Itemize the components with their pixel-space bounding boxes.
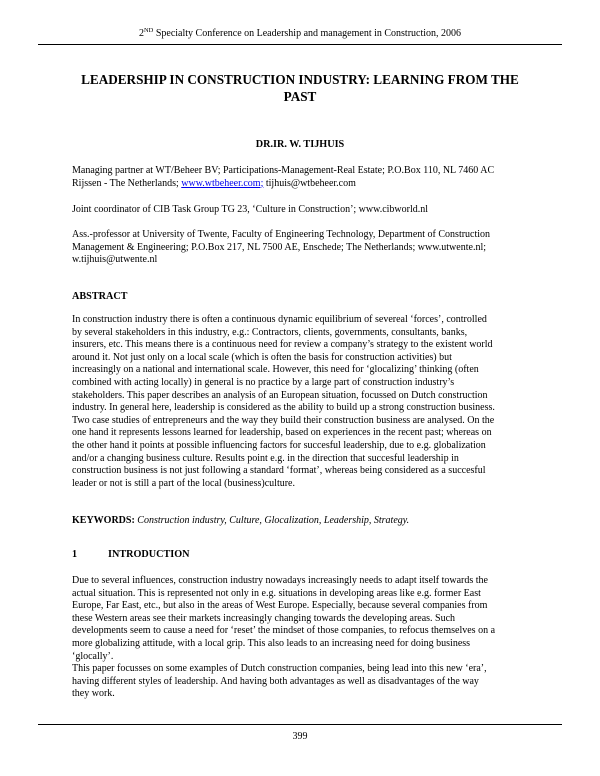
introduction-body [72, 575, 542, 701]
keywords [72, 515, 542, 528]
conference-ordinal: 2 [138, 28, 144, 39]
abstract-line: around it. Not just only on a local scale (which is often the basis for construction activities) but [72, 351, 452, 363]
abstract-line: industry. In general here, leadership is considered as the ability to build up a strong construction business. [72, 402, 495, 414]
keywords-text: Construction industry, Culture, Glocalization, Leadership, Strategy. [134, 515, 410, 526]
intro-line: Europe, Far East, etc., but also in the areas of West Europe. Especially, because several companies from [72, 600, 488, 612]
affiliation-1-email: tijhuis@wtbeheer.com [263, 177, 356, 189]
abstract-line: Two case studies of entrepreneurs and the way they build their construction business are analysed. On the [72, 414, 495, 426]
intro-line: developments seem to cause a need for ‘reset’ the mindset of those companies, to refocus themselves on a [72, 625, 496, 637]
affiliation-3-line: Management & Engineering; P.O.Box 217, NL 7500 AE, Enschede; The Netherlands; www.utwente.nl; [72, 241, 486, 253]
affiliation-2 [72, 204, 542, 217]
keywords-line [72, 515, 542, 528]
abstract-line: one hand it represents lessons learned for leadership, based on experiences in the recent past; whereas on [72, 427, 492, 439]
conference-name: Specialty Conference on Leadership and management in Construction, 2006 [153, 28, 462, 39]
affiliation-1-prefix: Rijssen - The Netherlands; [72, 177, 182, 189]
abstract-line: and/or a changing business culture. Results point e.g. in the direction that succesful leadership in [72, 452, 459, 464]
intro-line: they work. [72, 688, 115, 700]
header-rule [38, 44, 562, 45]
abstract-line: In construction industry there is often a continuous dynamic equilibrium of severeal ‘forces’, controlled [72, 314, 487, 325]
affiliation-1-line-2 [72, 178, 542, 191]
abstract-body [72, 314, 542, 490]
abstract-line: by several stakeholders in this industry, e.g.: Contractors, clients, governments, consultants, banks, [72, 326, 468, 338]
abstract-line: the other hand it points at possible influencing factors for succesful leadership, due to e.g. globalization [72, 439, 486, 451]
intro-line: Due to several influences, construction industry nowadays increasingly needs to adapt itself towards the [72, 575, 488, 586]
wtbeheer-link[interactable]: www.wtbeheer.com; [181, 177, 264, 189]
intro-line: more globalizing attitude, with a local grip. This also leads to an increasing need for doing business [72, 637, 471, 649]
author-name: DR.IR. W. TIJHUIS [255, 139, 345, 150]
title-line-2: PAST [283, 89, 317, 104]
abstract-line: increasingly on a national and international scale. However, this need for ‘glocalizing’ thinking (often [72, 364, 479, 376]
affiliation-3-line: w.tijhuis@utwente.nl [72, 254, 158, 266]
page-number: 399 [292, 731, 308, 742]
intro-line: actual situation. This is represented not only in e.g. situations in developing areas like e.g. former East [72, 587, 481, 599]
abstract-line: stakeholders. This paper describes an analysis of an European situation, focussed on Dutch construction [72, 389, 488, 401]
abstract-line: leader or not is still a part of the local (business)culture. [72, 477, 295, 489]
affiliation-3 [72, 229, 542, 267]
abstract-line: combined with acting locally) in general is no practice by a large part of construction industry’s [72, 376, 455, 388]
section-number: 1 [72, 549, 78, 560]
title-line-1: LEADERSHIP IN CONSTRUCTION INDUSTRY: LEARNING FROM THE [81, 72, 519, 87]
footer-rule [38, 724, 562, 725]
running-header [0, 27, 600, 39]
intro-line: having different styles of leadership. And having both advantages as well as disadvantages of the way [72, 675, 479, 687]
intro-line: these Western areas see their markets increasingly changing towards the developing areas. Such [72, 612, 456, 624]
abstract-line: construction business is not just following a standard ‘format’, whereas being considered as a succesful [72, 465, 486, 477]
paper-title [60, 71, 540, 105]
intro-line: This paper focusses on some examples of Dutch construction companies, being lead into this new ‘era’, [72, 663, 487, 675]
affiliation-3-line: Ass.-professor at University of Twente, Faculty of Engineering Technology, Department of Construction [72, 229, 491, 240]
conference-ordinal-suffix: ND [143, 27, 154, 34]
section-heading: INTRODUCTION [108, 549, 190, 560]
affiliation-1 [72, 165, 542, 190]
keywords-label: KEYWORDS: [72, 515, 135, 526]
affiliation-2-line: Joint coordinator of CIB Task Group TG 23, ‘Culture in Construction’; www.cibworld.nl [72, 204, 429, 215]
affiliation-1-line-1: Managing partner at WT/Beheer BV; Participations-Management-Real Estate; P.O.Box 110, NL 7460 AC [72, 165, 495, 176]
intro-line: ‘glocally’. [72, 650, 114, 662]
abstract-line: insurers, etc. This means there is a continuous need for review a company’s strategy to the existent world [72, 339, 493, 351]
abstract-heading: ABSTRACT [72, 291, 128, 302]
